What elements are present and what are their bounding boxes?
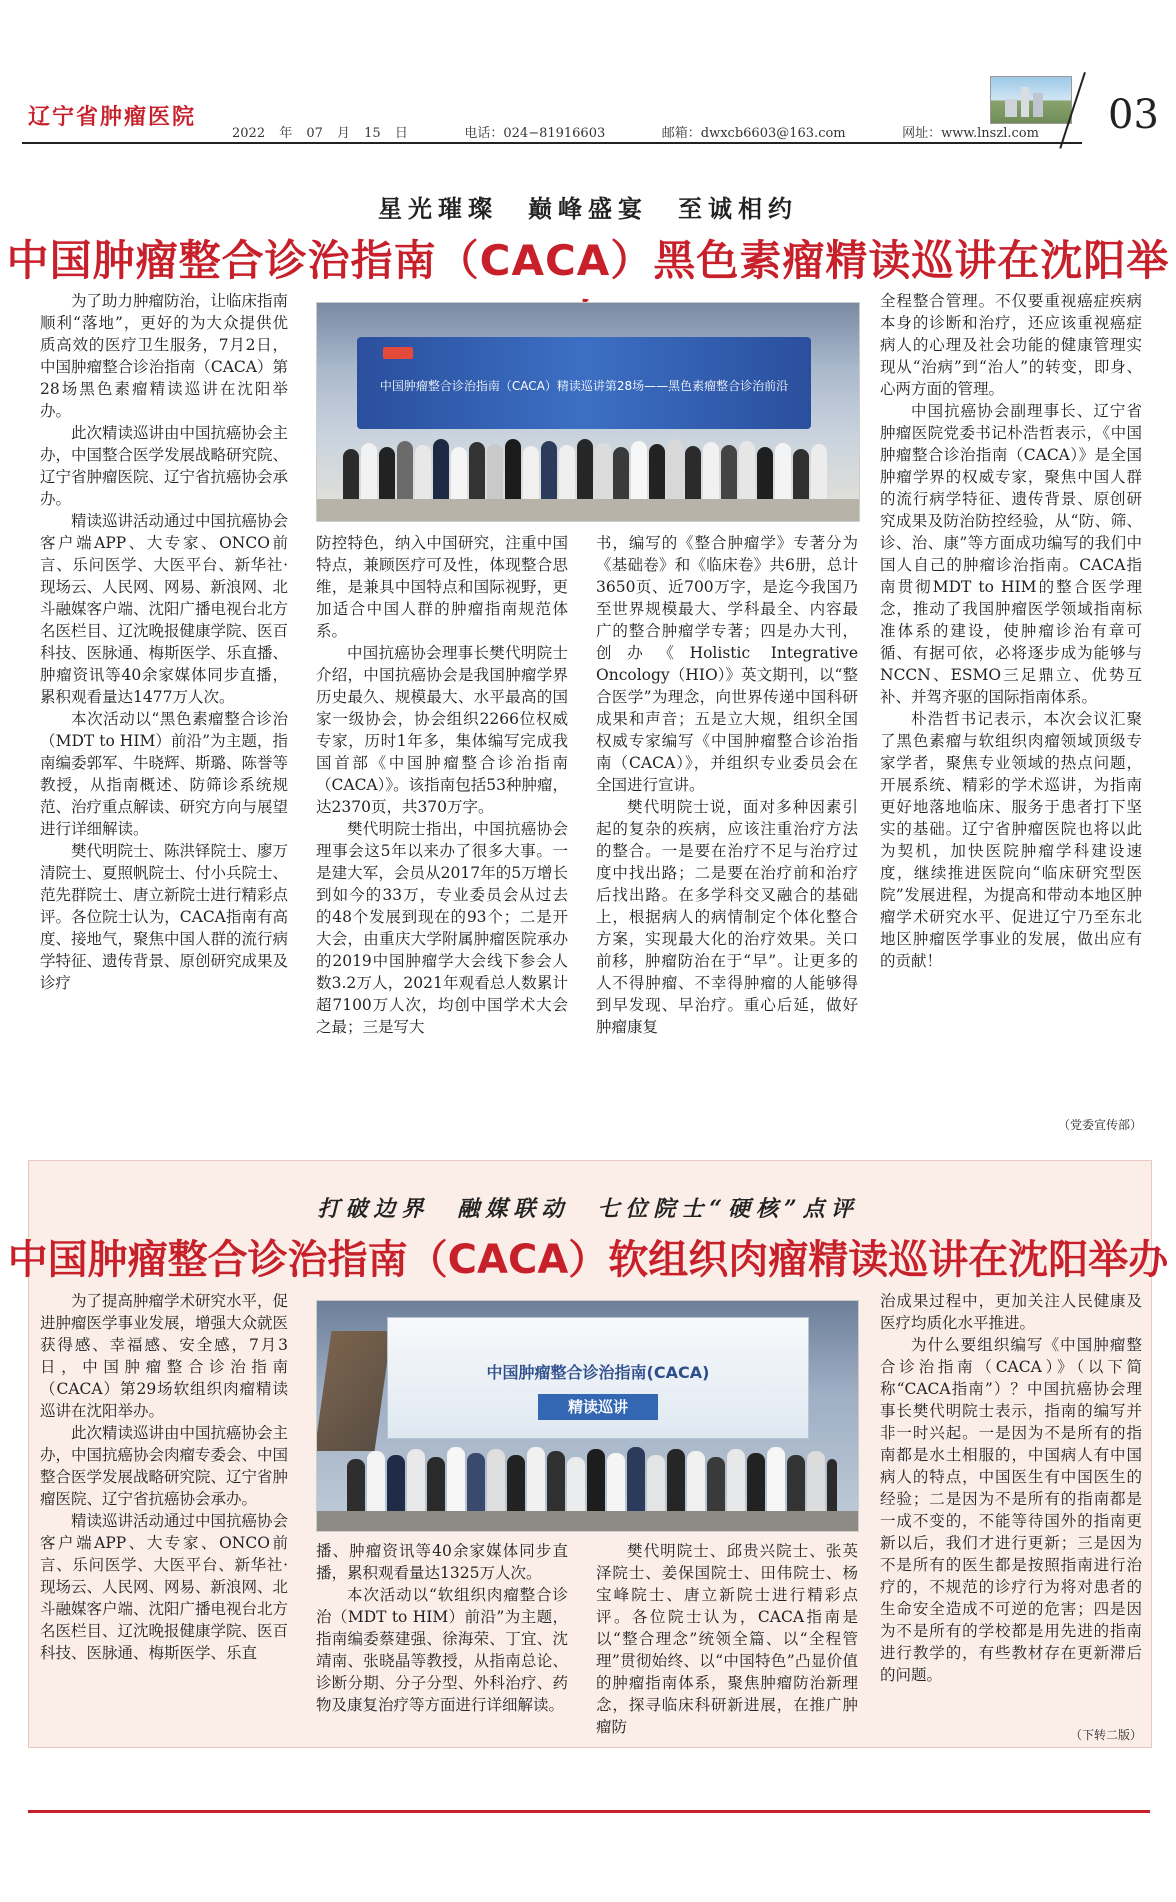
article1-column-2 xyxy=(316,532,568,1038)
stage-floor xyxy=(317,499,859,521)
stage-banner-text: 中国肿瘤整合诊治指南（CACA）精读巡讲第28场——黑色素瘤整合诊治前沿 xyxy=(379,379,789,393)
stage-title-text: 中国肿瘤整合诊治指南(CACA) xyxy=(486,1363,710,1382)
paragraph: 樊代明院士、陈洪铎院士、廖万清院士、夏照帆院士、付小兵院士、范先群院士、唐立新院士进行精彩点评。各位院士认为，CACA指南有高度、接地气，聚焦中国人群的流行病学特征、遗传背景、原创研究成果及诊疗 xyxy=(40,842,289,992)
stage-backdrop xyxy=(357,337,811,429)
paragraph: 本次活动以“软组织肉瘤整合诊治（MDT to HIM）前沿”为主题，指南编委蔡建强、徐海荣、丁宜、沈靖南、张晓晶等教授，从指南总论、诊断分期、分子分型、外科治疗、药物及康复治疗等方面进行详细解读。 xyxy=(316,1586,568,1714)
article1-group-photo xyxy=(316,302,860,522)
paragraph: 此次精读巡讲由中国抗癌协会主办，中国抗癌协会肉瘤专委会、中国整合医学发展战略研究院、辽宁省肿瘤医院、辽宁省抗癌协会承办。 xyxy=(40,1424,289,1508)
paragraph: 为什么要组织编写《中国肿瘤整合诊治指南（CACA）》（以下简称“CACA指南”）？中国抗癌协会理事长樊代明院士表示，指南的编写并非一时兴起。一是因为不是所有的指南都是水土相服的，中国病人有中国病人的特点，中国医生有中国医生的经验；二是因为不是所有的指南都是一成不变的，不能等待国外的指南更新以后，我们才进行更新；三是因为不是所有的医生都是按照指南进行治疗的，不规范的诊疗行为将对患者的生命安全造成不可逆的危害；四是因为不是所有的学校都是用先进的指南进行教学的，有些教材存在更新滞后的问题。 xyxy=(880,1336,1142,1684)
paragraph: 防控特色，纳入中国研究，注重中国特点，兼顾医疗可及性，体现整合思维，是兼具中国特点和国际视野，更加适合中国人群的肿瘤指南规范体系。 xyxy=(316,534,568,640)
article2-column-1 xyxy=(40,1290,288,1664)
masthead-logo: 辽宁省肿瘤医院 xyxy=(28,104,197,130)
header-rule xyxy=(22,142,1082,144)
hospital-building-thumbnail xyxy=(990,76,1072,124)
footer-rule xyxy=(28,1810,1150,1813)
paragraph: 中国抗癌协会理事长樊代明院士介绍，中国抗癌协会是我国肿瘤学界历史最久、规模最大、水平最高的国家一级协会，协会组织2266位权威专家，历时1年多，集体编写完成我国首部《中国肿瘤整合诊治指南（CACA）》。该指南包括53种肿瘤，达2370页，共370万字。 xyxy=(316,644,568,816)
header-phone: 电话：024−81916603 xyxy=(464,126,606,141)
article1-signature: （党委宣传部） xyxy=(1057,1118,1142,1132)
paragraph: 樊代明院士说，面对多种因素引起的复杂的疾病，应该注重治疗方法的整合。一是要在治疗不足与治疗过度中找出路；二是要在治疗前和治疗后找出路。在多学科交叉融合的基础上，根据病人的病情制定个体化整合方案，实现最大化的治疗效果。关口前移，肿瘤防治在于“早”。让更多的人不得肿瘤、不幸得肿瘤的人能够得到早发现、早治疗。重心后延，做好肿瘤康复 xyxy=(596,798,858,1036)
header-date: 2022 年 07 月 15 日 xyxy=(232,126,408,141)
stage-floor xyxy=(317,1511,858,1531)
stage-backdrop xyxy=(387,1317,809,1439)
crowd xyxy=(343,421,833,499)
article1-title: 中国肿瘤整合诊治指南（CACA）黑色素瘤精读巡讲在沈阳举 xyxy=(6,236,1170,285)
article2-continued-note: （下转二版） xyxy=(1069,1728,1142,1742)
article2-column-3 xyxy=(596,1540,858,1738)
paragraph: 樊代明院士、邱贵兴院士、张英泽院士、姜保国院士、田伟院士、杨宝峰院士、唐立新院士进行精彩点评。各位院士认为，CACA指南是以“整合理念”统领全篇、以“全程管理”贯彻始终、以“中国特色”凸显价值的肿瘤指南体系，聚焦肿瘤防治新理念，探寻临床科研新进展，在推广肿瘤防 xyxy=(596,1542,858,1736)
paragraph: 播、肿瘤资讯等40余家媒体同步直播，累积观看量达1325万人次。 xyxy=(316,1542,568,1582)
paragraph: 朴浩哲书记表示，本次会议汇聚了黑色素瘤与软组织肉瘤领域顶级专家学者，聚焦专业领域的热点问题，开展系统、精彩的学术巡讲，为指南更好地落地临床、服务于患者打下坚实的基础。辽宁省肿瘤医院也将以此为契机，加快医院肿瘤学科建设速度，继续推进医院向“临床研究型医院”发展进程，为提高和带动本地区肿瘤学术研究水平、促进辽宁乃至东北地区肿瘤医学事业的发展，做出应有的贡献！ xyxy=(880,710,1142,970)
article1-column-4 xyxy=(880,290,1142,972)
paragraph: 中国抗癌协会副理事长、辽宁省肿瘤医院党委书记朴浩哲表示，《中国肿瘤整合诊治指南（CACA）》是全国肿瘤学界的权威专家，聚焦中国人群的流行病学特征、遗传背景、原创研究成果及防治防控经验，从“防、筛、诊、治、康”等方面成功编写的我们中国人自己的肿瘤诊治指南。CACA指南贯彻MDT to HIM的整合医学理念，推动了我国肿瘤医学领域指南标准体系的建设，使肿瘤诊治有章可循、有据可依，必将逐步成为能够与NCCN、ESMO三足鼎立、优势互补、并驾齐驱的国际指南体系。 xyxy=(880,402,1142,706)
article1-column-3 xyxy=(596,532,858,1038)
crowd xyxy=(347,1431,838,1521)
article2-group-photo xyxy=(316,1300,859,1532)
article1-kicker: 星光璀璨 巅峰盛宴 至诚相约 xyxy=(378,194,798,223)
caca-logo-icon xyxy=(383,347,413,359)
article2-column-2 xyxy=(316,1540,568,1716)
header-meta xyxy=(232,122,1039,141)
paragraph: 书，编写的《整合肿瘤学》专著分为《基础卷》和《临床卷》共6册，总计3650页、近700万字，是迄今我国乃至世界规模最大、学科最全、内容最广的整合肿瘤学专著；四是办大刊，创办《Holistic Integrative Oncology（HIO）》英文期刊，以“整合医学”为理念，向世界传递中国科研成果和声音；五是立大规，组织全国权威专家编写《中国肿瘤整合诊治指南（CACA）》，并组织专业委员会在全国进行宣讲。 xyxy=(596,534,858,794)
paragraph: 樊代明院士指出，中国抗癌协会理事会这5年以来办了很多大事。一是建大军，会员从2017年的5万增长到如今的33万，专业委员会从过去的48个发展到现在的93个；二是开大会，由重庆大学附属肿瘤医院承办的2019中国肿瘤学大会线下参会人数3.2万人，2021年观看总人数累计超7100万人次，均创中国学术大会之最；三是写大 xyxy=(316,820,568,1036)
paragraph: 精读巡讲活动通过中国抗癌协会客户端APP、大专家、ONCO前言、乐问医学、大医平台、新华社·现场云、人民网、网易、新浪网、北斗融媒客户端、沈阳广播电视台北方名医栏目、辽沈晚报健康学院、医百科技、医脉通、梅斯医学、乐直播、肿瘤资讯等40余家媒体同步直播，累积观看量达1477万人次。 xyxy=(40,512,289,706)
header-email: 邮箱：dwxcb6603@163.com xyxy=(661,126,846,141)
paragraph: 治成果过程中，更加关注人民健康及医疗均质化水平推进。 xyxy=(880,1292,1142,1332)
header-website: 网址：www.lnszl.com xyxy=(902,126,1039,141)
paragraph: 为了提高肿瘤学术研究水平，促进肿瘤医学事业发展，增强大众就医获得感、幸福感、安全感，7月3日，中国肿瘤整合诊治指南（CACA）第29场软组织肉瘤精读巡讲在沈阳举办。 xyxy=(40,1292,289,1420)
article1-column-1 xyxy=(40,290,288,994)
paragraph: 精读巡讲活动通过中国抗癌协会客户端APP、大专家、ONCO前言、乐问医学、大医平台、新华社·现场云、人民网、网易、新浪网、北斗融媒客户端、沈阳广播电视台北方名医栏目、辽沈晚报健康学院、医百科技、医脉通、梅斯医学、乐直 xyxy=(40,1512,289,1662)
article2-title: 中国肿瘤整合诊治指南（CACA）软组织肉瘤精读巡讲在沈阳举办 xyxy=(7,1237,1169,1283)
article2-column-4 xyxy=(880,1290,1142,1686)
stage-badge-text: 精读巡讲 xyxy=(538,1394,658,1420)
paragraph: 本次活动以“黑色素瘤整合诊治（MDT to HIM）前沿”为主题，指南编委郭军、牛晓辉、斯璐、陈誉等教授，从指南概述、防筛诊系统规范、治疗重点解读、研究方向与展望进行详细解读。 xyxy=(40,710,289,838)
paragraph: 为了助力肿瘤防治，让临床指南顺利“落地”，更好的为大众提供优质高效的医疗卫生服务，7月2日，中国肿瘤整合诊治指南（CACA）第28场黑色素瘤精读巡讲在沈阳举办。 xyxy=(40,292,289,420)
paragraph: 此次精读巡讲由中国抗癌协会主办，中国整合医学发展战略研究院、辽宁省肿瘤医院、辽宁省抗癌协会承办。 xyxy=(40,424,289,508)
page-number: 03 xyxy=(1108,92,1159,138)
paragraph: 全程整合管理。不仅要重视癌症疾病本身的诊断和治疗，还应该重视癌症病人的心理及社会功能的健康管理实现从“治病”到“治人”的转变，即身、心两方面的管理。 xyxy=(880,292,1142,398)
article2-kicker: 打破边界 融媒联动 七位院士“硬核”点评 xyxy=(317,1196,859,1222)
